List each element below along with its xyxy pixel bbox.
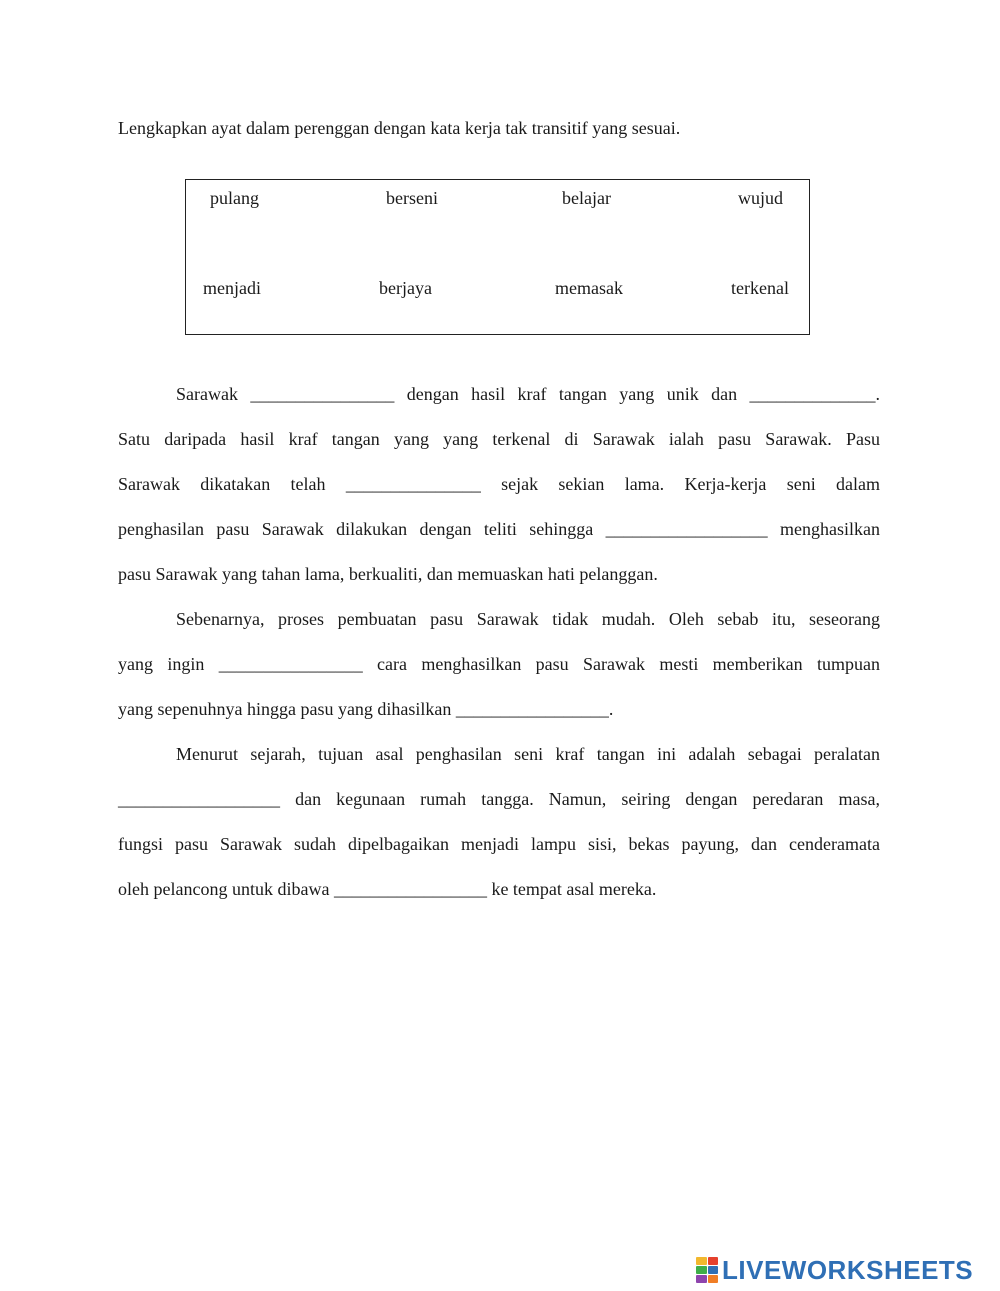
- logo-block: [708, 1266, 719, 1274]
- paragraph-line: Satu daripada hasil kraf tangan yang yang terkenal di Sarawak ialah pasu Sarawak. Pasu: [118, 429, 880, 449]
- paragraph-line: yang sepenuhnya hingga pasu yang dihasilkan _________________.: [118, 699, 614, 719]
- paragraph-line: pasu Sarawak yang tahan lama, berkualiti, dan memuaskan hati pelanggan.: [118, 564, 658, 584]
- word-bank-item: memasak: [555, 278, 623, 298]
- paragraph-line: penghasilan pasu Sarawak dilakukan dengan teliti sehingga __________________ menghasilkan: [118, 519, 880, 539]
- word-bank-item: terkenal: [731, 278, 789, 298]
- word-bank-box: [185, 179, 810, 335]
- logo-blocks-icon: [696, 1257, 718, 1283]
- paragraph-line: Menurut sejarah, tujuan asal penghasilan seni kraf tangan ini adalah sebagai peralatan: [176, 744, 880, 764]
- word-bank-item: berseni: [386, 188, 438, 208]
- word-bank-item: menjadi: [203, 278, 261, 298]
- word-bank-item: berjaya: [379, 278, 432, 298]
- logo-block: [696, 1257, 707, 1265]
- paragraph-line: Sarawak dikatakan telah _______________ sejak sekian lama. Kerja-kerja seni dalam: [118, 474, 880, 494]
- paragraph-line: Sebenarnya, proses pembuatan pasu Sarawak tidak mudah. Oleh sebab itu, seseorang: [176, 609, 880, 629]
- logo-block: [696, 1266, 707, 1274]
- liveworksheets-logo: [696, 1255, 973, 1285]
- paragraph-line: yang ingin ________________ cara menghasilkan pasu Sarawak mesti memberikan tumpuan: [118, 654, 880, 674]
- word-bank-item: pulang: [210, 188, 259, 208]
- word-bank-item: wujud: [738, 188, 783, 208]
- logo-block: [708, 1257, 719, 1265]
- word-bank-item: belajar: [562, 188, 611, 208]
- logo-block: [708, 1275, 719, 1283]
- paragraph-line: __________________ dan kegunaan rumah tangga. Namun, seiring dengan peredaran masa,: [118, 789, 880, 809]
- paragraph-line: fungsi pasu Sarawak sudah dipelbagaikan menjadi lampu sisi, bekas payung, dan cenderamata: [118, 834, 880, 854]
- paragraph-line: oleh pelancong untuk dibawa _________________ ke tempat asal mereka.: [118, 879, 657, 899]
- logo-block: [696, 1275, 707, 1283]
- paragraph-line: Sarawak ________________ dengan hasil kraf tangan yang unik dan ______________.: [176, 384, 880, 404]
- instruction-text: Lengkapkan ayat dalam perenggan dengan kata kerja tak transitif yang sesuai.: [118, 118, 681, 138]
- logo-text: LIVEWORKSHEETS: [722, 1255, 974, 1285]
